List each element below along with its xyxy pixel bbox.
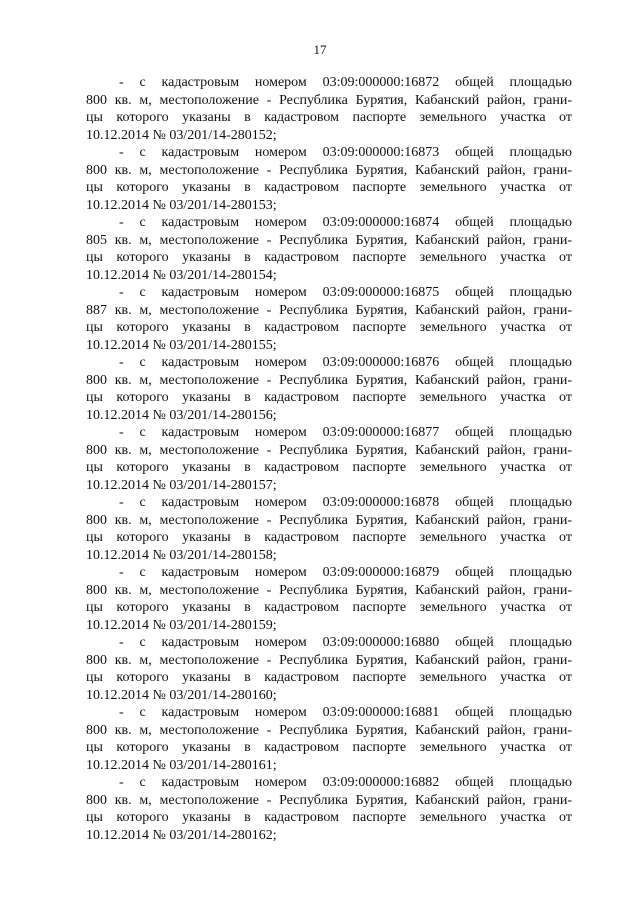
list-item — [86, 634, 572, 704]
entry-line: 10.12.2014 № 03/201/14-280159; — [86, 617, 277, 633]
entry-line: цы которого указаны в кадастровом паспорте земельного участка от — [86, 250, 572, 265]
entry-line: - с кадастровым номером 03:09:000000:16873 общей площадью — [119, 145, 572, 160]
entry-line: 10.12.2014 № 03/201/14-280158; — [86, 547, 277, 563]
entry-line: цы которого указаны в кадастровом паспорте земельного участка от — [86, 390, 572, 405]
document-body — [86, 74, 572, 844]
entry-line: цы которого указаны в кадастровом паспорте земельного участка от — [86, 530, 572, 545]
entry-line: - с кадастровым номером 03:09:000000:16881 общей площадью — [119, 705, 572, 720]
entry-line: 10.12.2014 № 03/201/14-280157; — [86, 477, 277, 493]
entry-line: цы которого указаны в кадастровом паспорте земельного участка от — [86, 320, 572, 335]
entry-line: - с кадастровым номером 03:09:000000:16877 общей площадью — [119, 425, 572, 440]
list-item — [86, 74, 572, 144]
entry-line: 800 кв. м, местоположение - Республика Бурятия, Кабанский район, грани- — [86, 442, 572, 458]
entry-line: 800 кв. м, местоположение - Республика Бурятия, Кабанский район, грани- — [86, 162, 572, 178]
list-item — [86, 354, 572, 424]
list-item — [86, 424, 572, 494]
entry-line: 800 кв. м, местоположение - Республика Бурятия, Кабанский район, грани- — [86, 652, 572, 668]
list-item — [86, 144, 572, 214]
entry-line: 10.12.2014 № 03/201/14-280161; — [86, 757, 277, 773]
entry-line: 10.12.2014 № 03/201/14-280154; — [86, 267, 277, 283]
entry-line: 10.12.2014 № 03/201/14-280162; — [86, 827, 277, 843]
list-item — [86, 774, 572, 844]
entry-line: цы которого указаны в кадастровом паспорте земельного участка от — [86, 180, 572, 195]
entry-line: цы которого указаны в кадастровом паспорте земельного участка от — [86, 670, 572, 685]
entry-line: - с кадастровым номером 03:09:000000:16874 общей площадью — [119, 215, 572, 230]
entry-line: 10.12.2014 № 03/201/14-280153; — [86, 197, 277, 213]
entry-line: цы которого указаны в кадастровом паспорте земельного участка от — [86, 600, 572, 615]
list-item — [86, 214, 572, 284]
list-item — [86, 494, 572, 564]
entry-line: 10.12.2014 № 03/201/14-280160; — [86, 687, 277, 703]
entry-line: цы которого указаны в кадастровом паспорте земельного участка от — [86, 110, 572, 125]
page-number: 17 — [313, 42, 327, 57]
entry-line: - с кадастровым номером 03:09:000000:16876 общей площадью — [119, 355, 572, 370]
entry-line: 10.12.2014 № 03/201/14-280156; — [86, 407, 277, 423]
entry-line: цы которого указаны в кадастровом паспорте земельного участка от — [86, 810, 572, 825]
entry-line: 10.12.2014 № 03/201/14-280152; — [86, 127, 277, 143]
list-item — [86, 564, 572, 634]
list-item — [86, 284, 572, 354]
list-item — [86, 704, 572, 774]
entry-line: 800 кв. м, местоположение - Республика Бурятия, Кабанский район, грани- — [86, 722, 572, 738]
entry-line: - с кадастровым номером 03:09:000000:16878 общей площадью — [119, 495, 572, 510]
entry-line: - с кадастровым номером 03:09:000000:16879 общей площадью — [119, 565, 572, 580]
entry-line: 887 кв. м, местоположение - Республика Бурятия, Кабанский район, грани- — [86, 302, 572, 318]
entry-line: - с кадастровым номером 03:09:000000:16875 общей площадью — [119, 285, 572, 300]
entry-line: 800 кв. м, местоположение - Республика Бурятия, Кабанский район, грани- — [86, 512, 572, 528]
entry-line: 800 кв. м, местоположение - Республика Бурятия, Кабанский район, грани- — [86, 372, 572, 388]
entry-line: - с кадастровым номером 03:09:000000:16872 общей площадью — [119, 75, 572, 90]
entry-line: 10.12.2014 № 03/201/14-280155; — [86, 337, 277, 353]
entry-line: цы которого указаны в кадастровом паспорте земельного участка от — [86, 740, 572, 755]
entry-line: 800 кв. м, местоположение - Республика Бурятия, Кабанский район, грани- — [86, 582, 572, 598]
entry-line: - с кадастровым номером 03:09:000000:16880 общей площадью — [119, 635, 572, 650]
entry-line: 800 кв. м, местоположение - Республика Бурятия, Кабанский район, грани- — [86, 92, 572, 108]
entry-line: 800 кв. м, местоположение - Республика Бурятия, Кабанский район, грани- — [86, 792, 572, 808]
entry-line: 805 кв. м, местоположение - Республика Бурятия, Кабанский район, грани- — [86, 232, 572, 248]
entry-line: цы которого указаны в кадастровом паспорте земельного участка от — [86, 460, 572, 475]
entry-line: - с кадастровым номером 03:09:000000:16882 общей площадью — [119, 775, 572, 790]
